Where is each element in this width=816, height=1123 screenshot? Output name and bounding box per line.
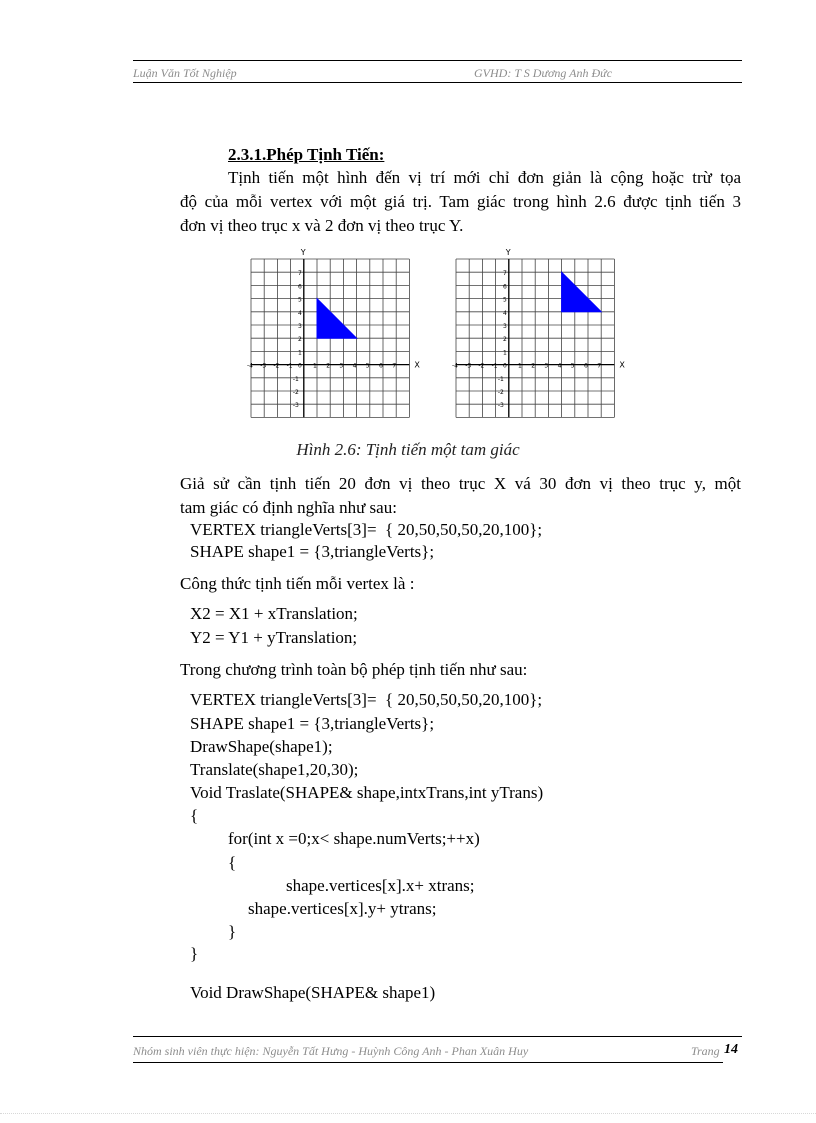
after-x-tick-label: 4 — [557, 362, 562, 370]
after-x-tick-label: 7 — [597, 362, 602, 370]
after-triangle — [562, 272, 602, 312]
after-y-tick-label: 6 — [502, 283, 507, 291]
after-y-tick-label: -3 — [497, 402, 504, 410]
code-line: SHAPE shape1 = {3,triangleVerts}; — [190, 714, 435, 733]
code-line: { — [190, 806, 199, 825]
after-y-tick-label: 7 — [502, 270, 507, 278]
before-y-tick-label: 4 — [297, 309, 302, 317]
before-x-tick-label: 7 — [392, 362, 397, 370]
formula-title: Công thức tịnh tiến mỗi vertex là : — [180, 574, 415, 593]
before-y-tick-label: -2 — [292, 389, 299, 396]
before-triangle — [317, 299, 357, 339]
before-y-tick-label: 1 — [297, 349, 302, 357]
code-line: { — [228, 853, 237, 872]
after-y-tick-label: -2 — [497, 389, 504, 396]
code-line: } — [228, 922, 237, 941]
after-x-axis-label: X — [619, 360, 625, 370]
after-y-tick-label: 2 — [502, 336, 507, 344]
figure-before — [246, 245, 431, 430]
before-x-tick-label: 5 — [365, 362, 370, 370]
footer-authors: Nhóm sinh viên thực hiện: Nguyễn Tất Hưng - Huỳnh Công Anh - Phan Xuân Huy — [133, 1044, 529, 1058]
after-x-tick-label: 6 — [584, 362, 588, 370]
para2-line-2: tam giác có định nghĩa như sau: — [180, 498, 397, 517]
figure-after — [451, 245, 636, 430]
code-line: DrawShape(shape1); — [190, 737, 333, 756]
after-y-axis-label: Y — [505, 248, 511, 257]
intro-line-1: Tịnh tiến một hình đến vị trí mới chỉ đơn giản là cộng hoặc trừ tọa — [228, 168, 741, 187]
code-line: shape.vertices[x].y+ ytrans; — [248, 899, 437, 918]
code-line: } — [190, 944, 199, 963]
code-line: VERTEX triangleVerts[3]= { 20,50,50,50,20,100}; — [190, 690, 543, 709]
after-y-tick-label: 0 — [502, 362, 507, 370]
before-x-tick-label: -1 — [286, 362, 293, 370]
code-line: VERTEX triangleVerts[3]= { 20,50,50,50,20,100}; — [190, 520, 543, 539]
after-y-tick-label: -1 — [497, 375, 504, 383]
code-line: for(int x =0;x< shape.numVerts;++x) — [228, 829, 480, 848]
before-y-tick-label: 5 — [297, 296, 302, 304]
page-edge-dots — [0, 1113, 816, 1114]
before-y-tick-label: -1 — [292, 375, 299, 383]
grid-before-translation — [246, 245, 431, 425]
after-y-tick-label: 1 — [502, 349, 507, 357]
before-y-tick-label: 0 — [297, 362, 302, 370]
after-x-tick-label: -2 — [478, 362, 485, 370]
figure-caption: Hình 2.6: Tịnh tiến một tam giác — [296, 440, 520, 459]
after-y-tick-label: 5 — [502, 296, 507, 304]
code-line: SHAPE shape1 = {3,triangleVerts}; — [190, 542, 435, 561]
after-y-tick-label: 4 — [502, 309, 507, 317]
header-bottom-rule — [133, 82, 742, 83]
before-x-tick-label: -3 — [260, 362, 267, 370]
header-right: GVHD: T S Dương Anh Đức — [474, 66, 613, 80]
before-y-tick-label: 3 — [297, 323, 302, 330]
after-x-tick-label: 5 — [570, 362, 575, 370]
code-line: X2 = X1 + xTranslation; — [190, 604, 358, 623]
after-x-tick-label: 1 — [518, 362, 522, 370]
before-x-tick-label: 3 — [339, 362, 344, 370]
after-x-tick-label: -1 — [491, 362, 498, 370]
before-x-tick-label: 1 — [313, 362, 317, 370]
grid-after-translation — [451, 245, 636, 425]
before-y-tick-label: 2 — [297, 336, 302, 344]
before-y-tick-label: -3 — [292, 402, 299, 410]
code-line: Y2 = Y1 + yTranslation; — [190, 628, 358, 647]
code-line: Translate(shape1,20,30); — [190, 760, 359, 779]
after-x-tick-label: 2 — [531, 362, 536, 370]
before-x-tick-label: 6 — [379, 362, 383, 370]
after-x-tick-label: -4 — [452, 362, 458, 370]
before-x-tick-label: -4 — [247, 362, 253, 370]
intro-line-3: đơn vị theo trục x và 2 đơn vị theo trục Y. — [180, 216, 464, 235]
header-left: Luận Văn Tốt Nghiệp — [133, 66, 237, 80]
after-y-tick-label: 3 — [502, 323, 507, 330]
before-x-tick-label: 4 — [352, 362, 357, 370]
before-y-tick-label: 7 — [297, 270, 302, 278]
header-top-rule — [133, 60, 742, 61]
code-line: Void DrawShape(SHAPE& shape1) — [190, 983, 436, 1002]
page-number: 14 — [724, 1042, 738, 1057]
program-title: Trong chương trình toàn bộ phép tịnh tiến như sau: — [180, 660, 528, 679]
footer-bottom-rule — [133, 1062, 723, 1063]
section-heading: 2.3.1.Phép Tịnh Tiến: — [228, 145, 385, 164]
code-line: Void Traslate(SHAPE& shape,intxTrans,int yTrans) — [190, 783, 544, 802]
after-x-tick-label: -3 — [465, 362, 472, 370]
before-y-tick-label: 6 — [297, 283, 302, 291]
before-x-tick-label: 2 — [326, 362, 331, 370]
before-y-axis-label: Y — [300, 248, 306, 257]
code-line: shape.vertices[x].x+ xtrans; — [286, 876, 475, 895]
after-x-tick-label: 3 — [544, 362, 549, 370]
footer-rule — [133, 1036, 742, 1037]
para2-line-1: Giả sử cần tịnh tiến 20 đơn vị theo trục X vá 30 đơn vị theo trục y, một — [180, 474, 741, 493]
intro-line-2: độ của mỗi vertex với một giá trị. Tam giác trong hình 2.6 được tịnh tiến 3 — [180, 192, 741, 211]
before-x-axis-label: X — [414, 360, 420, 370]
footer-page-label: Trang — [691, 1044, 720, 1058]
before-x-tick-label: -2 — [273, 362, 280, 370]
